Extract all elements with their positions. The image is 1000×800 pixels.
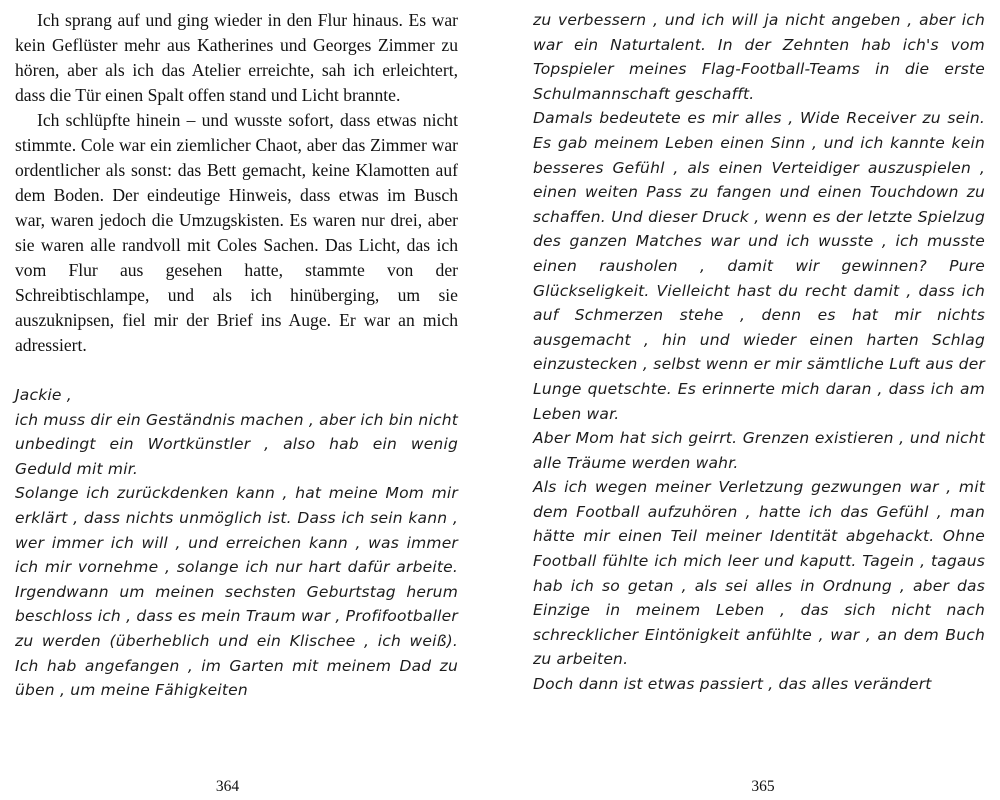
printed-paragraph: Ich schlüpfte hinein – und wusste sofort, dass etwas nicht stimmte. Cole war ein ziemlicher Chaot, aber das Zimmer war ordentlicher als sonst: das Bett gemacht, keine Klamotten auf dem Boden. Der eindeutige Hinweis, dass etwas im Busch war, waren jedoch die Umzugskisten. Es waren nur drei, aber sie waren alle randvoll mit Coles Sachen. Das Licht, das ich vom Flur aus gesehen hatte, stammte von der Schreibtischlampe, und als ich hinüberging, um sie auszuknipsen, fiel mir der Brief ins Auge. Er war an mich adressiert. xyxy=(15,110,458,355)
handwritten-letter-block xyxy=(533,8,985,697)
handwritten-paragraph: Solange ich zurückdenken kann , hat meine Mom mir erklärt , dass nichts unmöglich ist. Dass ich sein kann , wer immer ich will , und erreichen kann , was immer ich mir vornehme , solange ich nur hart dafür arbeite. Irgendwann um meinen sechsten Geburtstag herum beschloss ich , dass es mein Traum war , Profifootballer zu werden (überheblich und ein Klischee , ich weiß). Ich hab angefangen , im Garten mit meinem Dad zu üben , um meine Fähigkeiten xyxy=(15,484,458,700)
handwritten-paragraph: Als ich wegen meiner Verletzung gezwungen war , mit dem Football aufzuhören , hatte ich das Gefühl , man hätte mir einen Teil meiner Identität abgehackt. Ohne Football fühlte ich mich leer und kaputt. Tagein , tagaus hab ich so getan , als sei alles in Ordnung , aber das Einzige in meinem Leben , das sich nicht nach schrecklicher Eintönigkeit anfühlte , war , an dem Buch zu arbeiten. xyxy=(533,478,985,669)
page-left xyxy=(15,8,458,800)
page-number-left: 364 xyxy=(215,778,240,795)
printed-paragraph: Ich sprang auf und ging wieder in den Flur hinaus. Es war kein Geflüster mehr aus Katherines und Georges Zimmer zu hören, aber als ich das Atelier erreichte, sah ich erleichtert, dass die Tür einen Spalt offen stand und Licht brannte. xyxy=(15,10,458,105)
page-number-right: 365 xyxy=(751,778,775,795)
page-right xyxy=(533,8,985,800)
handwritten-paragraph: Damals bedeutete es mir alles , Wide Receiver zu sein. Es gab meinem Leben einen Sinn , und ich kannte kein besseres Gefühl , als einen Verteidiger auszuspielen , einen weiten Pass zu fangen und einen Touchdown zu schaffen. Und dieser Druck , wenn es der letzte Spielzug des ganzen Matches war und ich wusste , ich musste einen rausholen , damit wir gewinnen? Pure Glückseligkeit. Vielleicht hast du recht damit , dass ich auf Schmerzen stehe , denn es hat mir nichts ausgemacht , hin und wieder einen harten Schlag einzustecken , selbst wenn er mir sämtliche Luft aus der Lunge quetschte. Es erinnerte mich daran , dass ich am Leben war. xyxy=(533,109,985,423)
handwritten-paragraph: zu verbessern , und ich will ja nicht angeben , aber ich war ein Naturtalent. In der Zehnten hab ich's vom Topspieler meines Flag-Football-Teams in die erste Schulmannschaft geschafft. xyxy=(533,11,985,103)
handwritten-paragraph: ich muss dir ein Geständnis machen , aber ich bin nicht unbedingt ein Wortkünstler , also hab ein wenig Geduld mit mir. xyxy=(15,410,458,478)
printed-text-block xyxy=(15,8,458,358)
handwritten-letter-block xyxy=(15,383,458,703)
handwritten-paragraph: Doch dann ist etwas passiert , das alles verändert xyxy=(533,675,932,694)
handwritten-paragraph: Aber Mom hat sich geirrt. Grenzen existieren , und nicht alle Träume werden wahr. xyxy=(533,429,985,472)
letter-salutation: Jackie , xyxy=(15,386,72,404)
